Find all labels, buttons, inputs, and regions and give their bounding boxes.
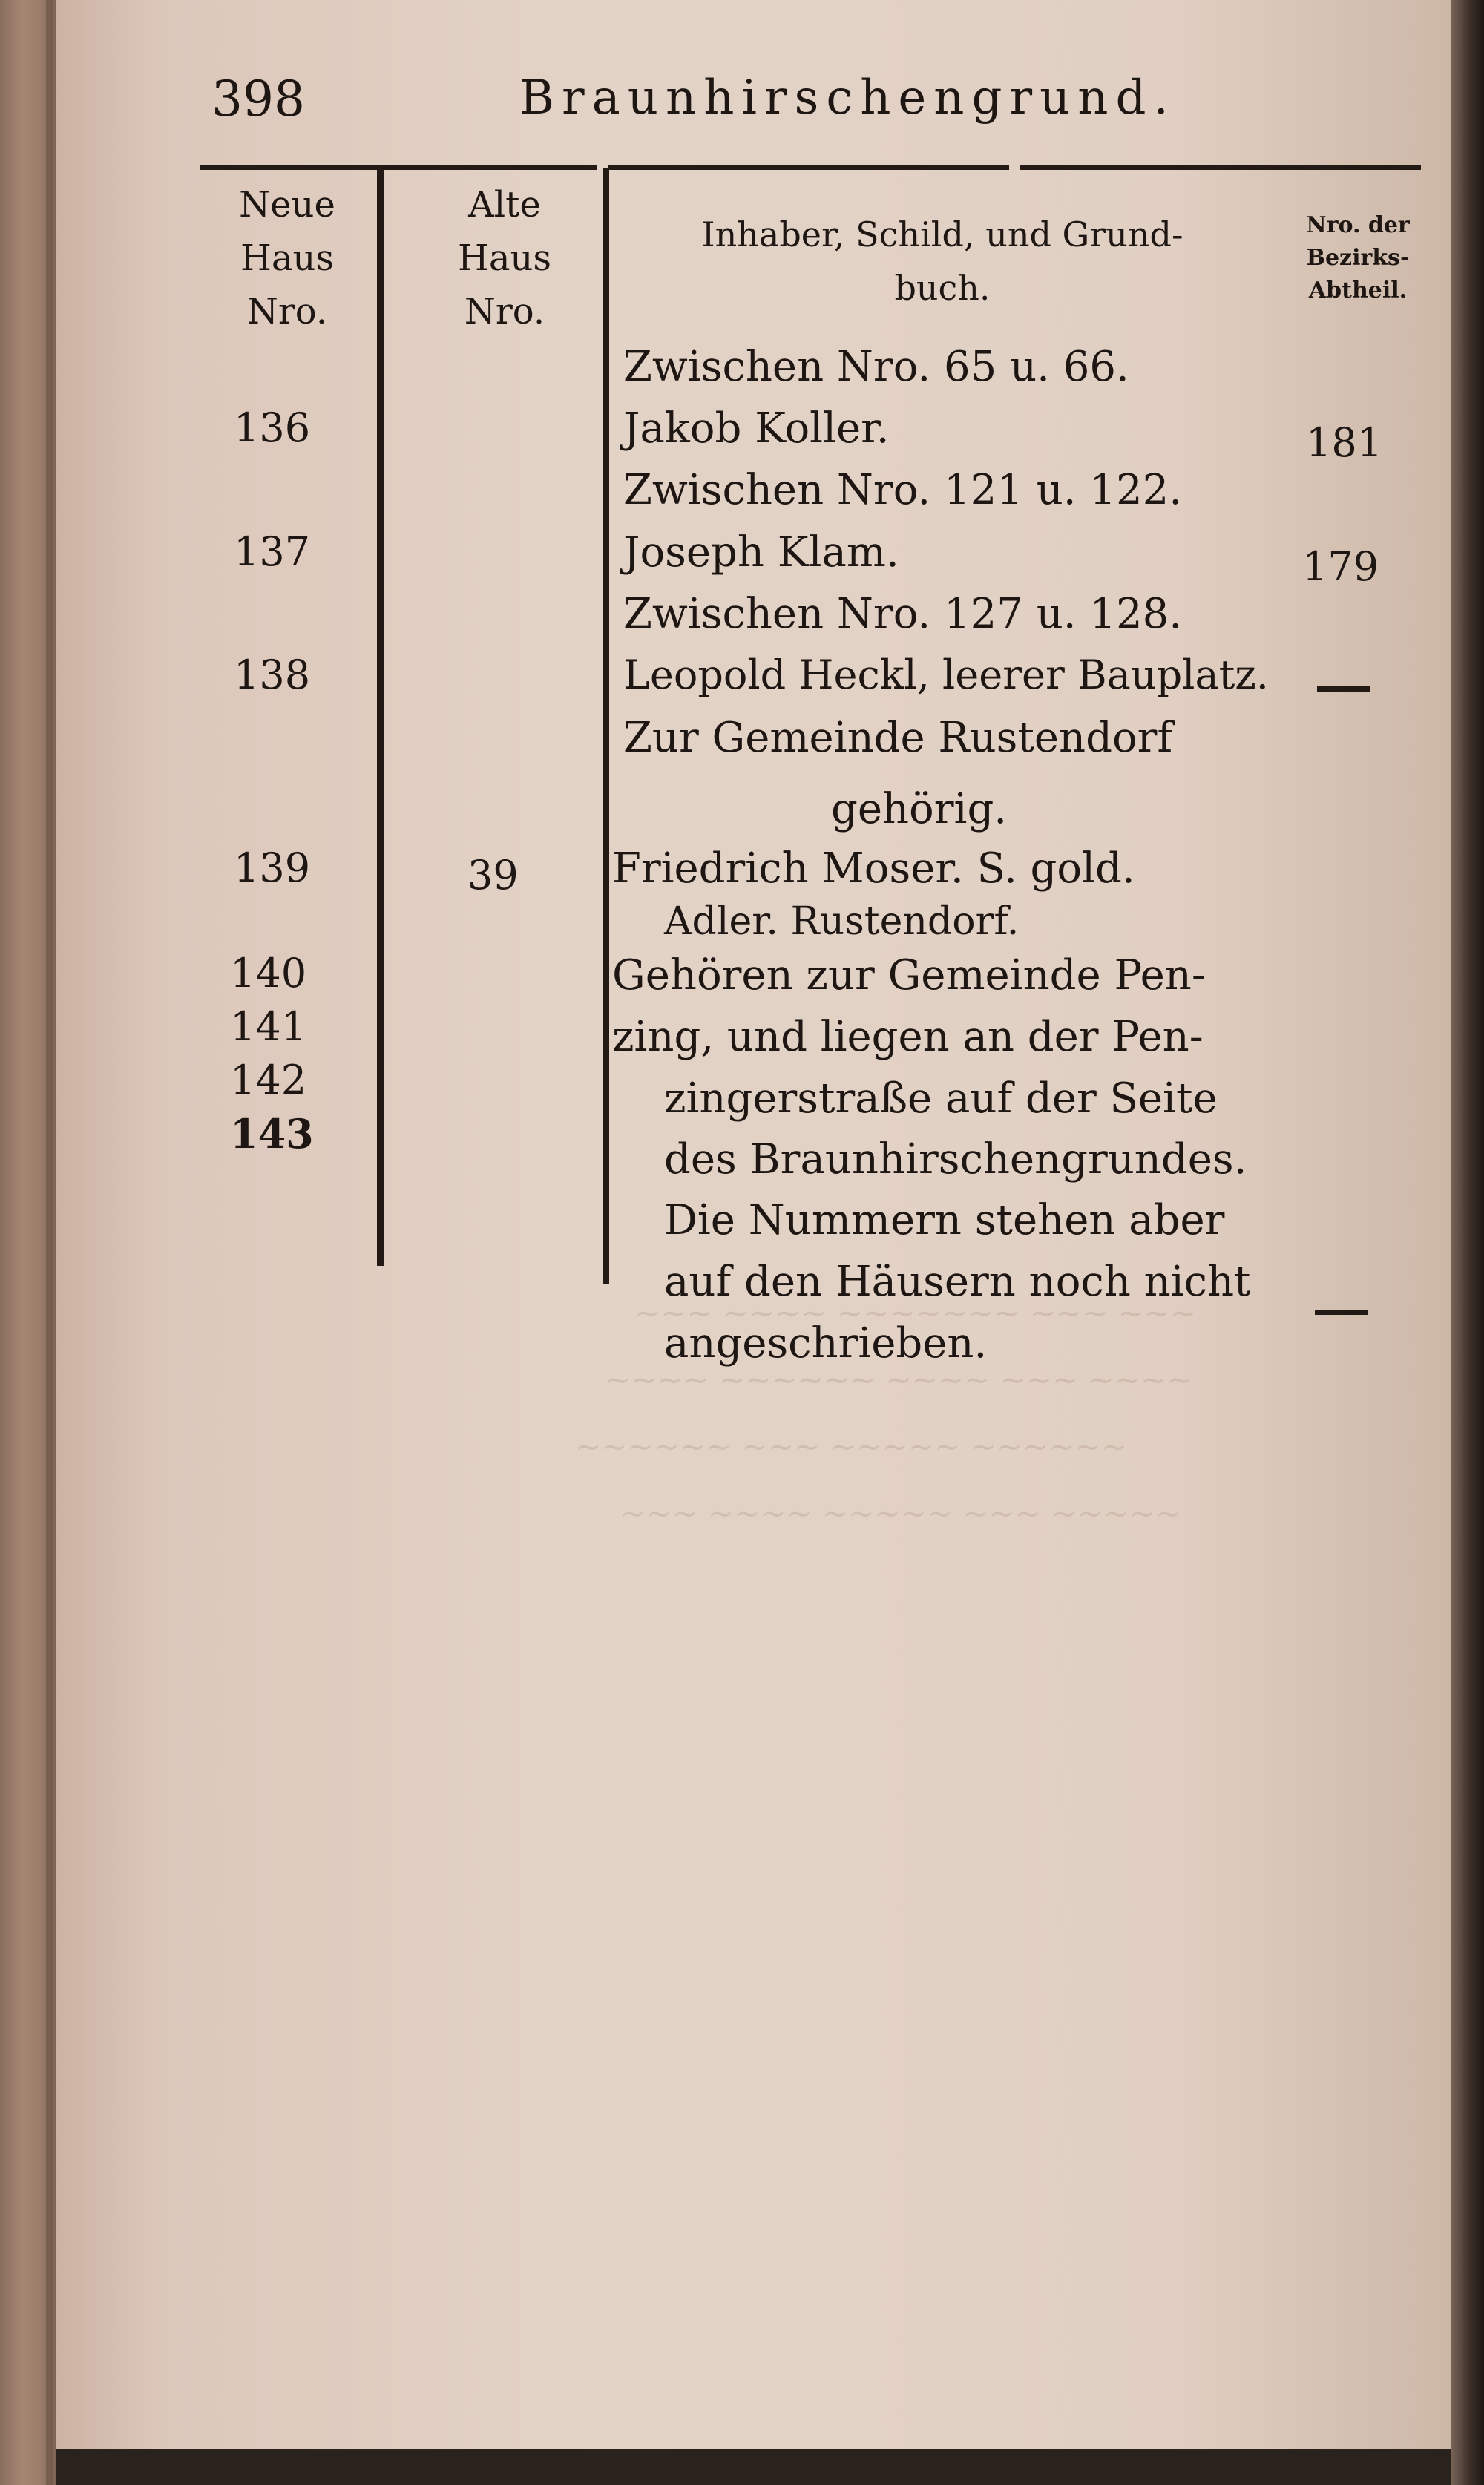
entry-text: Zwischen Nro. 127 u. 128.: [623, 590, 1183, 638]
header-line: Inhaber, Schild, und Grund-: [701, 214, 1183, 255]
header-inhaber: [623, 208, 1261, 315]
header-neue-haus-nro: [209, 178, 365, 338]
show-through-text: ~~~ ~~~~ ~~~~~~~ ~~~ ~~~: [634, 1295, 1197, 1331]
neue-haus-nr: 138: [234, 651, 311, 698]
spine-shadow: [46, 0, 53, 2485]
header-line: Nro. der: [1306, 212, 1410, 238]
neue-haus-nr: 136: [234, 404, 311, 451]
header-alte-haus-nro: [430, 178, 579, 338]
entry-text: des Braunhirschengrundes.: [664, 1135, 1247, 1184]
header-rule-left: [200, 165, 597, 170]
alte-haus-nr: 39: [467, 852, 519, 899]
neue-haus-nr: 141: [230, 1003, 307, 1050]
header-line: Haus: [240, 237, 335, 279]
header-line: Abtheil.: [1308, 278, 1408, 303]
bezirk-dash: [1317, 686, 1370, 692]
page-title: Braunhirschengrund.: [519, 70, 1176, 125]
page-number: 398: [211, 70, 305, 128]
neue-haus-nr: 143: [230, 1110, 314, 1158]
header-line: Nro.: [246, 291, 328, 332]
entry-text: Zwischen Nro. 121 u. 122.: [623, 466, 1183, 514]
header-rule-right: [1020, 165, 1421, 170]
show-through-text: ~~~~ ~~~~~~ ~~~~ ~~~ ~~~~: [605, 1362, 1193, 1398]
neue-haus-nr: 137: [234, 528, 311, 575]
entry-text: Friedrich Moser. S. gold.: [612, 844, 1135, 893]
header-line: buch.: [894, 268, 991, 308]
neue-haus-nr: 140: [230, 950, 307, 997]
entry-text: angeschrieben.: [664, 1319, 988, 1368]
entry-text: Zur Gemeinde Rustendorf: [623, 714, 1173, 762]
neue-haus-nr: 142: [230, 1057, 307, 1103]
bezirk-dash: [1315, 1310, 1368, 1315]
header-rule-middle: [608, 165, 1009, 170]
entry-text: gehörig.: [831, 785, 1008, 833]
entry-text: Die Nummern stehen aber: [664, 1196, 1225, 1244]
entry-text: Adler. Rustendorf.: [664, 899, 1020, 944]
header-line: Haus: [457, 237, 552, 279]
header-line: Alte: [468, 184, 541, 226]
column-divider-2: [603, 168, 609, 1284]
header-line: Nro.: [464, 291, 545, 332]
entry-text: auf den Häusern noch nicht: [664, 1258, 1251, 1306]
neue-haus-nr: 139: [234, 844, 311, 891]
entry-text: zing, und liegen an der Pen-: [612, 1013, 1204, 1061]
column-divider-1: [377, 168, 384, 1266]
page-edge-shadow: [1451, 0, 1484, 2485]
entry-text: zingerstraße auf der Seite: [664, 1074, 1218, 1123]
header-bezirk: [1269, 209, 1447, 307]
bezirk-nr: 179: [1302, 543, 1379, 590]
page-bottom-shadow: [56, 2449, 1451, 2485]
entry-text: Jakob Koller.: [623, 404, 890, 453]
entry-text: Joseph Klam.: [623, 528, 899, 577]
entry-text: Leopold Heckl, leerer Bauplatz.: [623, 651, 1269, 698]
header-line: Bezirks-: [1306, 245, 1410, 271]
header-line: Neue: [239, 184, 335, 226]
entry-text: Zwischen Nro. 65 u. 66.: [623, 343, 1129, 391]
show-through-text: ~~~~~~ ~~~ ~~~~~ ~~~~~~: [575, 1428, 1127, 1465]
entry-text: Gehören zur Gemeinde Pen-: [612, 951, 1206, 999]
bezirk-nr: 181: [1306, 419, 1383, 466]
show-through-text: ~~~ ~~~~ ~~~~~ ~~~ ~~~~~: [620, 1495, 1182, 1532]
